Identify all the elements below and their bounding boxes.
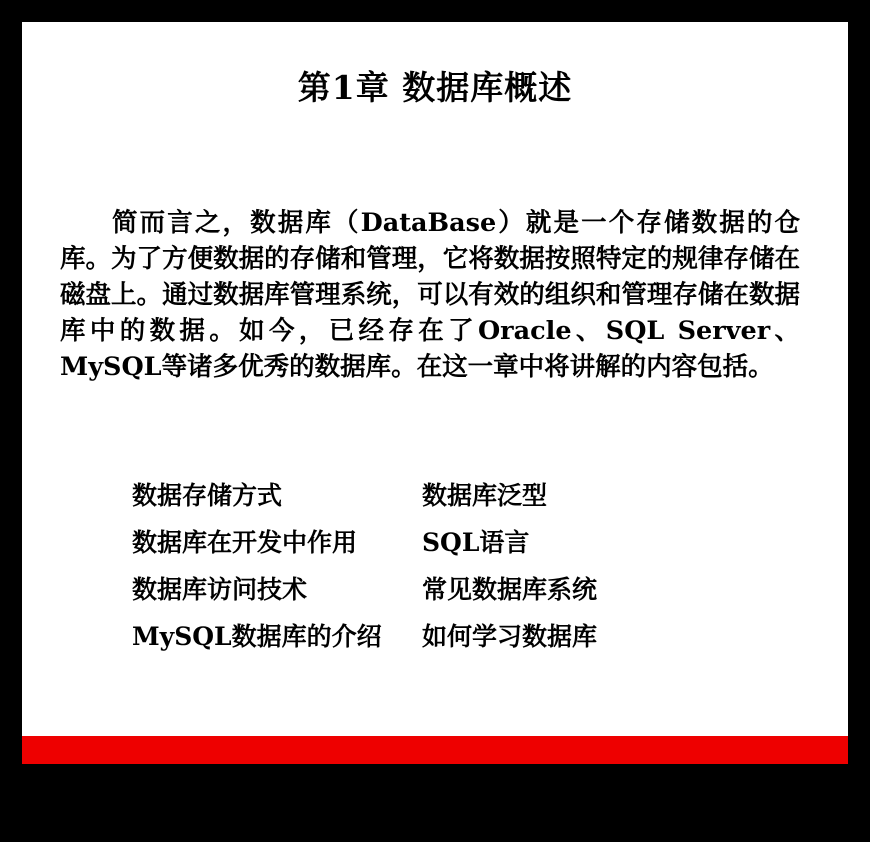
frame-left-bar [0, 0, 22, 842]
accent-red-stripe [22, 736, 848, 764]
list-item: 数据库在开发中作用 [132, 527, 358, 557]
topic-list [132, 470, 732, 658]
frame-top-bar [0, 0, 870, 22]
list-item: SQL语言 [422, 527, 530, 557]
list-item: MySQL数据库的介绍 [132, 621, 382, 651]
list-item: 数据库泛型 [422, 480, 548, 510]
list-item: 数据存储方式 [132, 480, 283, 510]
frame-bottom-bar [0, 764, 870, 842]
frame-right-bar [848, 0, 870, 842]
list-item: 常见数据库系统 [422, 574, 598, 604]
list-item: 数据库访问技术 [132, 574, 308, 604]
slide-paragraph: 简而言之，数据库（DataBase）就是一个存储数据的仓库。为了方便数据的存储和管理，它将数据按照特定的规律存储在磁盘上。通过数据库管理系统，可以有效的组织和管理存储在数据库中的数据。如今，已经存在了Oracle、SQL Server、MySQL等诸多优秀的数据库。在这一章中将讲解的内容包括。 [60, 208, 800, 382]
list-item: 如何学习数据库 [422, 621, 598, 651]
slide-title: 第1章 数据库概述 [297, 68, 573, 107]
